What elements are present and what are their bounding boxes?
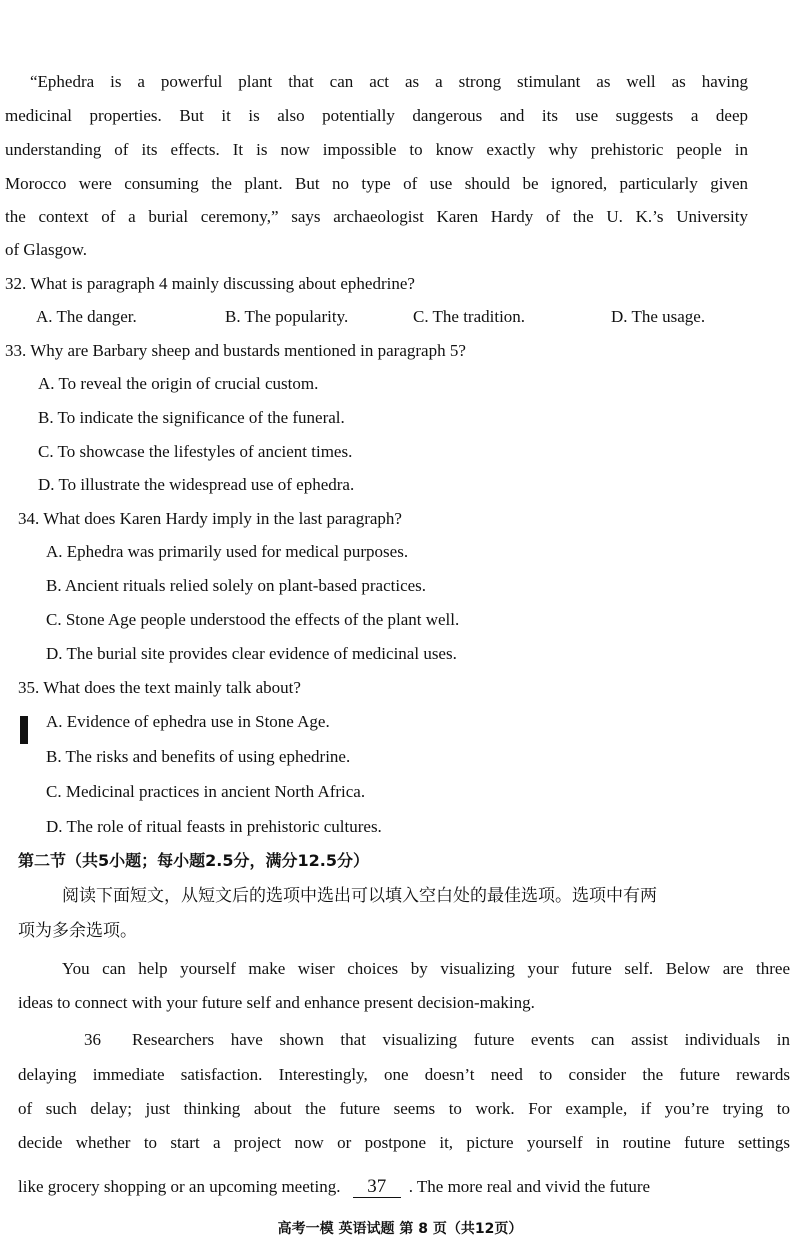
passage2-line: of such delay; just thinking about the future seems to work. For example, if you’re trying to [18, 1099, 790, 1118]
question-33-stem: 33. Why are Barbary sheep and bustards mentioned in paragraph 5? [5, 341, 466, 360]
section-2-instruction: 项为多余选项。 [18, 921, 137, 941]
passage-line: Morocco were consuming the plant. But no type of use should be ignored, particularly given [5, 174, 748, 193]
question-34-option-b: B. Ancient rituals relied solely on plant-based practices. [46, 576, 427, 595]
section-2-title: 第二节（共5小题；每小题2.5分，满分12.5分） [18, 851, 369, 870]
passage2-line: Researchers have shown that visualizing future events can assist individuals in [132, 1030, 790, 1049]
question-33-option-c: C. To showcase the lifestyles of ancient times. [38, 442, 353, 461]
passage-line: “Ephedra is a powerful plant that can act as a strong stimulant as well as having [30, 72, 748, 91]
passage2-text: like grocery shopping or an upcoming meeting. [18, 1177, 341, 1196]
section-2-instruction: 阅读下面短文，从短文后的选项中选出可以填入空白处的最佳选项。选项中有两 [62, 886, 657, 906]
question-34-option-c: C. Stone Age people understood the effects of the plant well. [46, 610, 460, 629]
question-33-option-b: B. To indicate the significance of the funeral. [38, 408, 345, 427]
passage2-intro-line: You can help yourself make wiser choices by visualizing your future self. Below are three [62, 959, 790, 978]
passage2-line: decide whether to start a project now or postpone it, picture yourself in routine future settings [18, 1133, 790, 1152]
question-34-option-d: D. The burial site provides clear evidence of medicinal uses. [46, 644, 457, 663]
question-35-option-c: C. Medicinal practices in ancient North Africa. [46, 782, 366, 801]
passage2-text: . The more real and vivid the future [408, 1177, 651, 1196]
passage-line: the context of a burial ceremony,” says archaeologist Karen Hardy of the U. K.’s University [5, 207, 748, 226]
passage2-last-line [18, 1177, 650, 1198]
passage-line: understanding of its effects. It is now impossible to know exactly why prehistoric people in [5, 140, 748, 159]
question-35-option-b: B. The risks and benefits of using ephedrine. [46, 747, 351, 766]
question-32-option-a: A. The danger. [36, 307, 137, 326]
question-34-option-a: A. Ephedra was primarily used for medical purposes. [46, 542, 409, 561]
question-34-stem: 34. What does Karen Hardy imply in the last paragraph? [18, 509, 402, 528]
pen-mark [20, 716, 28, 744]
question-32-option-c: C. The tradition. [413, 307, 526, 326]
blank-36-number: 36 [84, 1030, 101, 1049]
question-33-option-a: A. To reveal the origin of crucial custom. [38, 374, 319, 393]
passage-line: medicinal properties. But it is also potentially dangerous and its use suggests a deep [5, 106, 748, 125]
question-35-stem: 35. What does the text mainly talk about? [18, 678, 301, 697]
question-35-option-d: D. The role of ritual feasts in prehistoric cultures. [46, 817, 382, 836]
question-32-option-d: D. The usage. [611, 307, 706, 326]
question-32-option-b: B. The popularity. [225, 307, 349, 326]
question-33-option-d: D. To illustrate the widespread use of ephedra. [38, 475, 355, 494]
blank-37: 37 [353, 1177, 401, 1198]
question-32-stem: 32. What is paragraph 4 mainly discussing about ephedrine? [5, 274, 415, 293]
passage2-line: delaying immediate satisfaction. Interestingly, one doesn’t need to consider the future rewards [18, 1065, 790, 1084]
passage-line: of Glasgow. [5, 240, 87, 259]
passage2-intro-line: ideas to connect with your future self and enhance present decision-making. [18, 993, 535, 1012]
question-35-option-a: A. Evidence of ephedra use in Stone Age. [46, 712, 330, 731]
page-footer: 高考一模 英语试题 第 8 页（共12页） [277, 1221, 523, 1237]
